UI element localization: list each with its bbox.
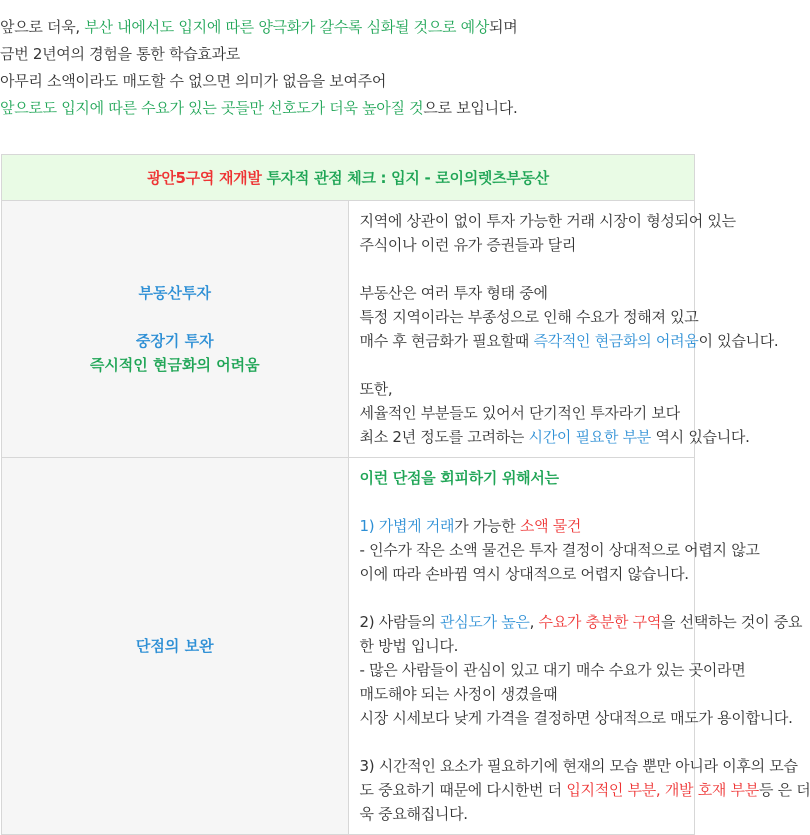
intro-line-3: 아무리 소액이라도 매도할 수 없으면 의미가 없음을 보여주어: [0, 72, 387, 90]
content-line: [359, 610, 803, 634]
content-text: 가 가능한: [454, 517, 520, 535]
content-text: 매수 후 현금화가 필요할때: [359, 332, 534, 350]
table-header-row: [2, 155, 695, 201]
content-line: 3) 시간적인 요소가 필요하기에 현재의 모습 뿐만 아니라 이후의 모습: [359, 757, 798, 775]
content-text: 도 중요하기 때문에 다시한번 더: [359, 781, 567, 799]
content-highlight: 즉각적인 현금화의 어려움: [533, 332, 699, 350]
content-highlight: 1) 가볍게 거래: [359, 517, 455, 535]
content-highlight: 관심도가 높은: [440, 613, 530, 631]
content-line: 부동산은 여러 투자 형태 중에: [359, 284, 548, 302]
table-header: [2, 155, 695, 201]
row-label-investment: [2, 201, 349, 458]
content-line: [360, 514, 685, 538]
table-row: [2, 458, 695, 835]
content-line: 특정 지역이라는 부종성으로 인해 수요가 정해져 있고: [359, 308, 699, 326]
intro-text: 되며: [489, 18, 518, 36]
content-text: ,: [529, 613, 539, 631]
label-complement: 단점의 보완: [135, 637, 214, 655]
content-line: 주식이나 이런 유가 증권들과 달리: [359, 236, 577, 254]
content-line: 한 방법 입니다.: [359, 637, 459, 655]
content-line: 지역에 상관이 없이 투자 가능한 거래 시장이 형성되어 있는: [359, 212, 736, 230]
content-line: - 많은 사람들이 관심이 있고 대기 매수 수요가 있는 곳이라면: [359, 661, 746, 679]
content-text: 등 은 더: [758, 781, 810, 799]
intro-text: 으로 보입니다.: [423, 99, 518, 117]
analysis-table: [1, 154, 810, 835]
intro-paragraph: [0, 0, 696, 123]
label-mid-long-term: 중장기 투자: [135, 332, 214, 350]
label-real-estate: 부동산투자: [138, 284, 211, 302]
intro-line-4: [0, 96, 696, 123]
content-line: 세율적인 부분들도 있어서 단기적인 투자라기 보다: [359, 404, 680, 422]
content-line: [359, 329, 779, 353]
intro-text: 앞으로 더욱,: [0, 18, 85, 36]
content-line: 또한,: [359, 380, 393, 398]
content-line: [359, 778, 810, 802]
content-text: 역시 있습니다.: [651, 428, 750, 446]
content-line: 이에 따라 손바뀜 역시 상대적으로 어렵지 않습니다.: [359, 565, 689, 583]
content-line: 매도해야 되는 사정이 생겼을때: [359, 685, 558, 703]
table-row: [2, 201, 695, 458]
label-liquidity: 즉시적인 현금화의 어려움: [89, 356, 260, 374]
content-highlight: 소액 물건: [519, 517, 582, 535]
row-content-investment: [348, 201, 779, 458]
content-highlight: 수요가 충분한 구역: [538, 613, 662, 631]
row-content-complement: [348, 458, 810, 835]
content-heading: 이런 단점을 회피하기 위해서는: [359, 469, 559, 487]
intro-highlight: 앞으로도 입지에 따른 수요가 있는 곳들만 선호도가 더욱 높아질 것: [0, 99, 424, 117]
content-line: - 인수가 작은 소액 물건은 투자 결정이 상대적으로 어렵지 않고: [359, 541, 760, 559]
intro-line-2: 금번 2년여의 경험을 통한 학습효과로: [0, 45, 240, 63]
intro-highlight: 부산 내에서도 입지에 따른 양극화가 갈수록 심화될 것으로 예상: [84, 18, 490, 36]
content-line: 욱 중요해집니다.: [359, 805, 468, 823]
row-label-complement: [2, 458, 349, 835]
content-text: 이 있습니다.: [698, 332, 779, 350]
intro-line-1: [0, 15, 696, 42]
content-line: [359, 425, 750, 449]
content-text: 을 선택하는 것이 중요: [661, 613, 803, 631]
header-title: 투자적 관점 체크 : 입지 - 로이의렛츠부동산: [266, 168, 549, 187]
content-line: 시장 시세보다 낮게 가격을 결정하면 상대적으로 매도가 용이합니다.: [359, 709, 793, 727]
content-highlight: 입지적인 부분, 개발 호재 부분: [566, 781, 759, 799]
content-highlight: 시간이 필요한 부분: [528, 428, 651, 446]
content-text: 2) 사람들의: [359, 613, 440, 631]
content-text: 최소 2년 정도를 고려하는: [359, 428, 529, 446]
header-area-name: 광안5구역 재개발: [147, 168, 267, 187]
